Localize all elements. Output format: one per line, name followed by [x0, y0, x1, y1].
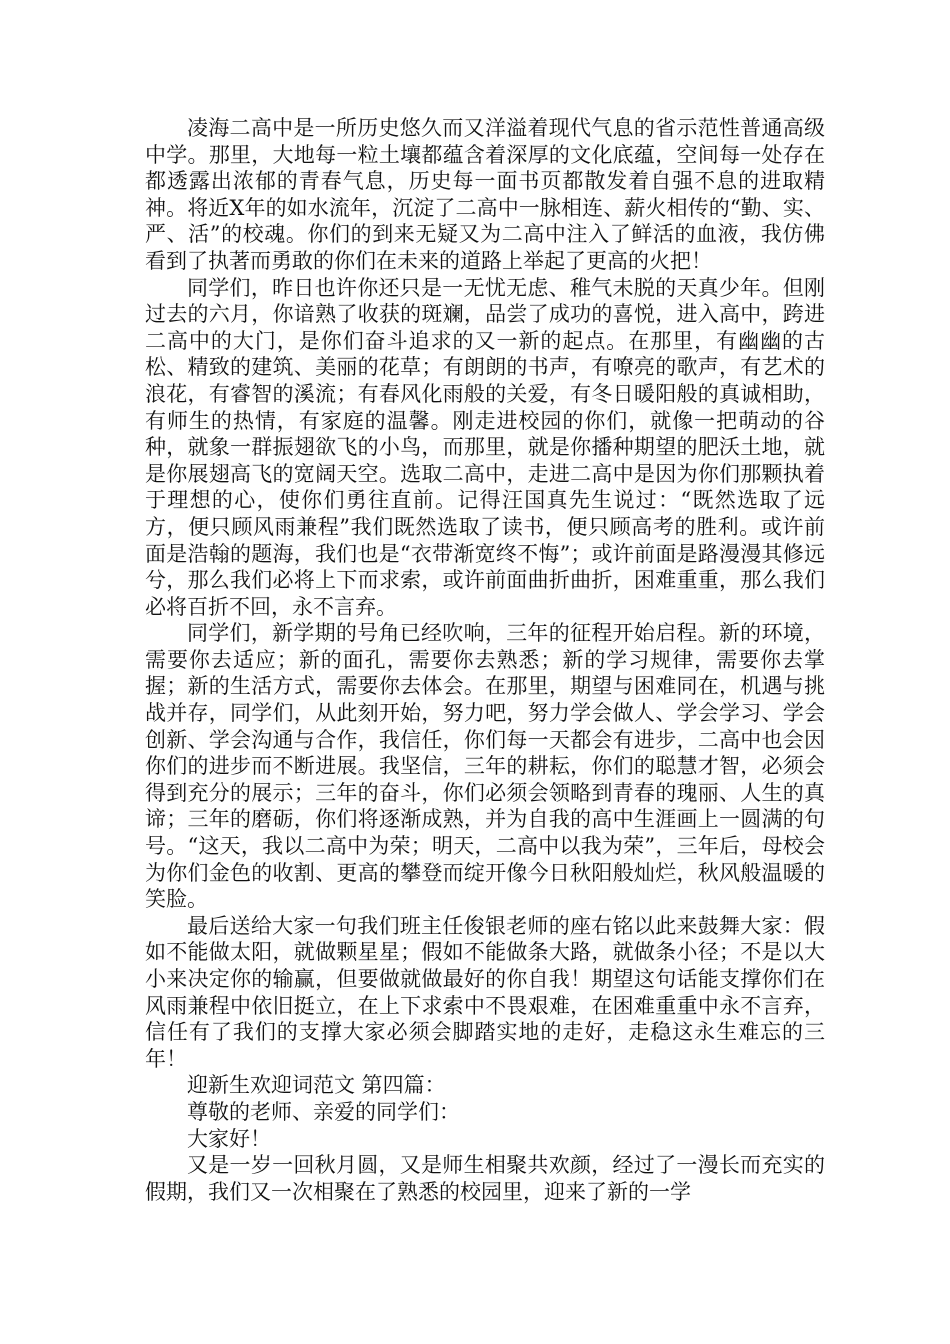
greeting: 大家好！	[187, 1126, 271, 1151]
paragraph-new-semester: 同学们，新学期的号角已经吹响，三年的征程开始启程。新的环境，需要你去适应；新的面孔，需要你去熟悉；新的学习规律，需要你去掌握；新的生活方式，需要你去体会。在那里，期望与困难同在，机遇与挑战并存，同学们，从此刻开始，努力吧，努力学会做人、学会学习、学会创新、学会沟通与合作，我信任，你们每一天都会有进步，二高中也会因你们的进步而不断进展。我坚信，三年的耕耘，你们的聪慧才智，必须会得到充分的展示；三年的奋斗，你们必须会领略到青春的瑰丽、人生的真谛；三年的磨砺，你们将逐渐成熟，并为自我的高中生涯画上一圆满的句号。“这天，我以二高中为荣；明天，二高中以我为荣”，三年后，母校会为你们金色的收割、更高的攀登而绽开像今日秋阳般灿烂，秋风般温暖的笑脸。	[145, 621, 825, 912]
salutation: 尊敬的老师、亲爱的同学们：	[187, 1099, 460, 1124]
section-heading-part-four: 迎新生欢迎词范文 第四篇：	[187, 1073, 446, 1098]
paragraph-classmates-yesterday: 同学们，昨日也许你还只是一无忧无虑、稚气未脱的天真少年。但刚过去的六月，你谙熟了收获的斑斓，品尝了成功的喜悦，进入高中，跨进二高中的大门，是你们奋斗追求的又一新的起点。在那里，有幽幽的古松、精致的建筑、美丽的花草；有朗朗的书声，有嘹亮的歌声，有艺术的浪花，有睿智的溪流；有春风化雨般的关爱，有冬日暖阳般的真诚相助，有师生的热情，有家庭的温馨。刚走进校园的你们，就像一把萌动的谷种，就象一群振翅欲飞的小鸟，而那里，就是你播种期望的肥沃土地，就是你展翅高飞的宽阔天空。选取二高中，走进二高中是因为你们那颗执着于理想的心，使你们勇往直前。记得汪国真先生说过：“既然选取了远方，便只顾风雨兼程”我们既然选取了读书，便只顾高考的胜利。或许前面是浩翰的题海，我们也是“衣带渐宽终不悔”；或许前面是路漫漫其修远兮，那么我们必将上下而求索，或许前面曲折曲折，困难重重，那么我们必将百折不回，永不言弃。	[145, 275, 825, 619]
document-body	[145, 115, 825, 1205]
paragraph-closing-motto: 最后送给大家一句我们班主任俊银老师的座右铭以此来鼓舞大家：假如不能做太阳，就做颗星星；假如不能做条大路，就做条小径；不是以大小来决定你的输赢，但要做就做最好的你自我！期望这句话能支撑你们在风雨兼程中依旧挺立，在上下求索中不畏艰难，在困难重重中永不言弃，信任有了我们的支撑大家必须会脚踏实地的走好，走稳这永生难忘的三年！	[145, 913, 825, 1071]
paragraph-school-intro: 凌海二高中是一所历史悠久而又洋溢着现代气息的省示范性普通高级中学。那里，大地每一粒土壤都蕴含着深厚的文化底蕴，空间每一处存在都透露出浓郁的青春气息，历史每一面书页都散发着自强不息的进取精神。将近X年的如水流年，沉淀了二高中一脉相连、薪火相传的“勤、实、严、活”的校魂。你们的到来无疑又为二高中注入了鲜活的血液，我仿佛看到了执著而勇敢的你们在未来的道路上举起了更高的火把！	[145, 116, 825, 273]
paragraph-opening: 又是一岁一回秋月圆，又是师生相聚共欢颜，经过了一漫长而充实的假期，我们又一次相聚在了熟悉的校园里，迎来了新的一学	[145, 1153, 825, 1204]
